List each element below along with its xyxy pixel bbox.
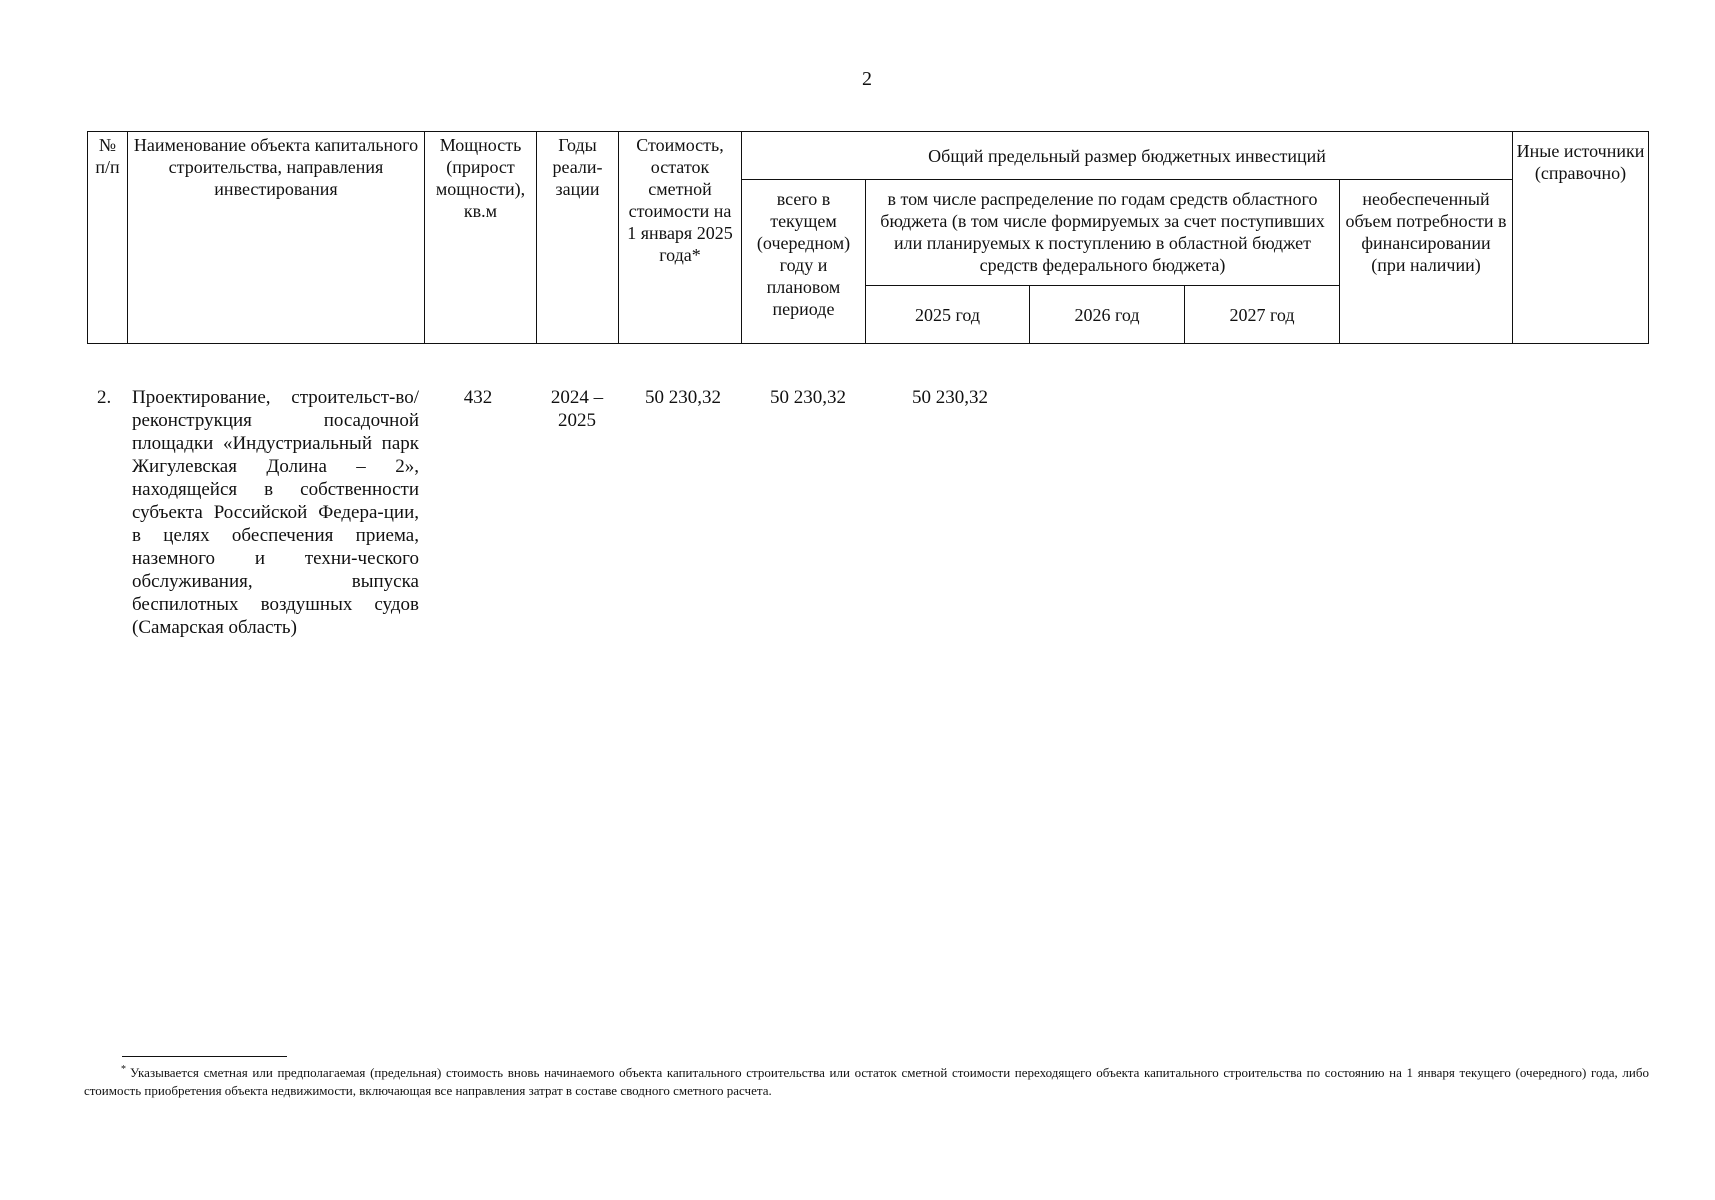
page-number: 2 <box>862 68 872 90</box>
header-cost: Стоимость, остаток сметной стоимости на 1 января 2025 года* <box>619 132 742 344</box>
header-name: Наименование объекта капитального строительства, направления инвестирования <box>128 132 425 344</box>
row-years: 2024 – 2025 <box>550 387 604 431</box>
footnote-text: Указывается сметная или предполагаемая (предельная) стоимость вновь начинаемого объекта капитального строительства или остаток сметной стоимости переходящего объекта капитального строительства по состоянию на 1 января текущего (очередного) года, либо стоимость приобретения объекта недвижимости, включающая все направления затрат в составе сводного сметного расчета. <box>84 1065 1649 1098</box>
header-unsecured: необеспеченный объем потребности в финансировании (при наличии) <box>1340 180 1513 344</box>
footnote-divider <box>122 1056 287 1057</box>
header-num: № п/п <box>88 132 128 344</box>
footnote-marker: * <box>121 1063 126 1075</box>
footnote <box>84 1064 1649 1100</box>
header-year-2025: 2025 год <box>866 286 1030 344</box>
row-year-2025: 50 230,32 <box>912 387 988 408</box>
header-years: Годы реали-зации <box>537 132 619 344</box>
header-year-2027: 2027 год <box>1185 286 1340 344</box>
header-other-sources: Иные источники (справочно) <box>1513 132 1649 344</box>
budget-investment-table-header <box>87 131 1649 344</box>
header-capacity: Мощность (прирост мощности), кв.м <box>425 132 537 344</box>
header-year-2026: 2026 год <box>1030 286 1185 344</box>
header-total-current: всего в текущем (очередном) году и плановом периоде <box>742 180 866 344</box>
row-cost: 50 230,32 <box>645 387 721 408</box>
row-object-name: Проектирование, строительст-во/реконструкция посадочной площадки «Индустриальный парк Жигулевская Долина – 2», находящейся в собственности субъекта Российской Федера-ции, в целях обеспечения приема, наземного и техни-ческого обслуживания, выпуска беспилотных воздушных судов (Самарская область) <box>132 387 419 638</box>
row-capacity: 432 <box>463 387 493 408</box>
row-number: 2. <box>97 387 112 408</box>
row-total-current: 50 230,32 <box>770 387 846 408</box>
header-distribution: в том числе распределение по годам средств областного бюджета (в том числе формируемых за счет поступивших или планируемых к поступлению в областной бюджет средств федерального бюджета) <box>866 180 1340 286</box>
header-budget-investments: Общий предельный размер бюджетных инвестиций <box>742 132 1513 180</box>
